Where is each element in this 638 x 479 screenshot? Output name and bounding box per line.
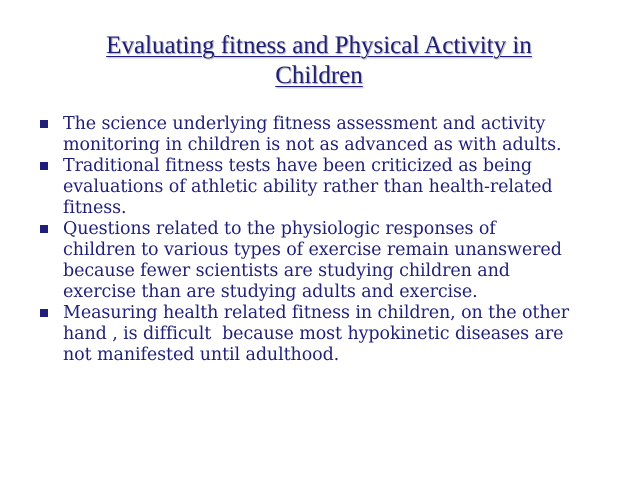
bullet-line: because fewer scientists are studying children and xyxy=(63,261,510,281)
bullet-text xyxy=(63,156,612,219)
bullet-line: Questions related to the physiologic responses of xyxy=(63,219,496,239)
slide-title-line-2: Children xyxy=(275,62,363,89)
bullet-line: evaluations of athletic ability rather than health-related xyxy=(63,177,553,197)
bullet-item xyxy=(40,114,612,156)
bullet-line: children to various types of exercise remain unanswered xyxy=(63,240,562,260)
bullet-line: The science underlying fitness assessment and activity xyxy=(63,114,546,134)
bullet-item xyxy=(40,219,612,303)
bullet-line: Traditional fitness tests have been criticized as being xyxy=(63,156,532,176)
slide-title xyxy=(40,31,598,91)
square-bullet-icon xyxy=(40,120,48,128)
bullet-line: Measuring health related fitness in children, on the other xyxy=(63,303,570,323)
bullet-item xyxy=(40,156,612,219)
bullet-line: fitness. xyxy=(63,198,127,218)
slide-title-line-1: Evaluating fitness and Physical Activity in xyxy=(106,32,532,59)
bullet-line: monitoring in children is not as advanced as with adults. xyxy=(63,135,562,155)
bullet-text xyxy=(63,114,612,156)
bullet-list xyxy=(40,114,612,366)
bullet-item xyxy=(40,303,612,366)
bullet-text xyxy=(63,219,612,303)
bullet-text xyxy=(63,303,612,366)
square-bullet-icon xyxy=(40,309,48,317)
bullet-line: hand , is difficult because most hypokinetic diseases are xyxy=(63,324,564,344)
bullet-line: exercise than are studying adults and exercise. xyxy=(63,282,478,302)
square-bullet-icon xyxy=(40,225,48,233)
square-bullet-icon xyxy=(40,162,48,170)
bullet-line: not manifested until adulthood. xyxy=(63,345,340,365)
